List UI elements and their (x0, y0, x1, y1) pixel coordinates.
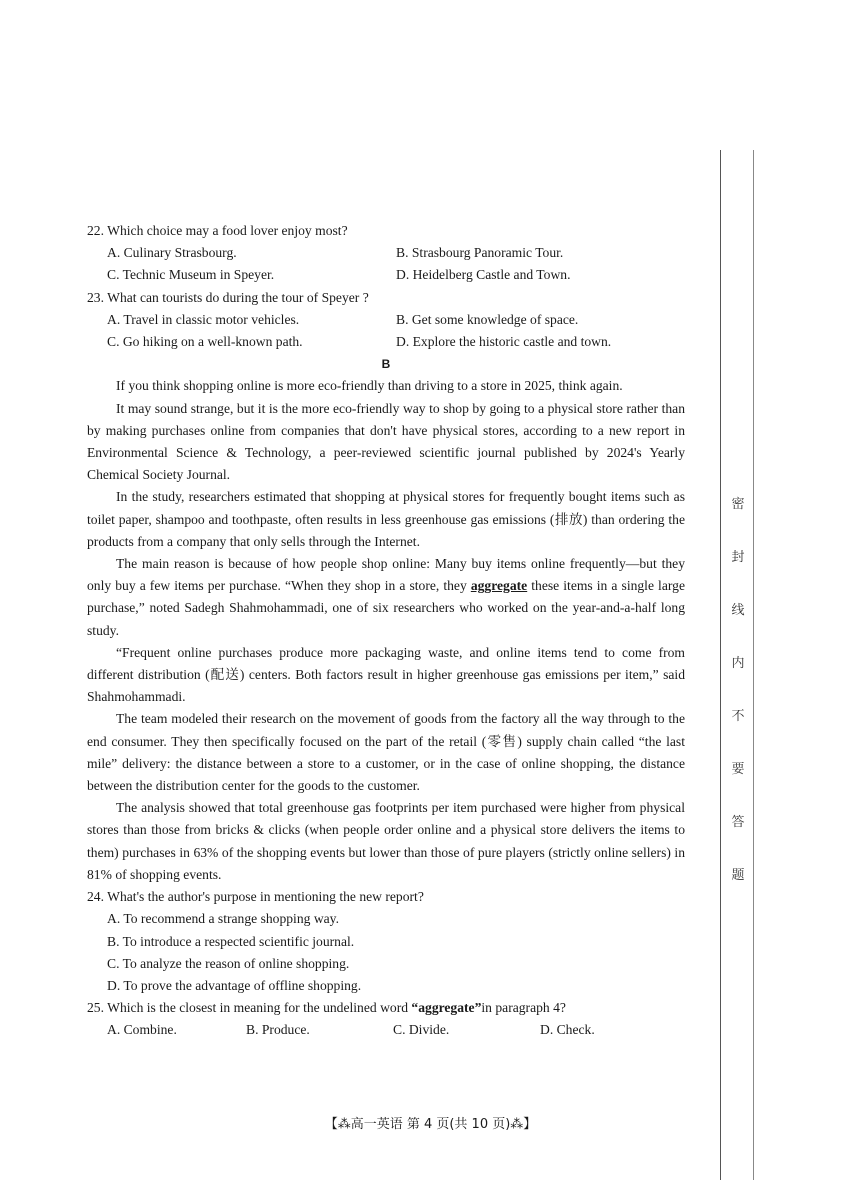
question-stem: 23. What can tourists do during the tour of Speyer ? (87, 289, 369, 305)
question-stem: 24. What's the author's purpose in mentioning the new report? (87, 889, 424, 905)
binding-margin-rule (720, 150, 721, 1180)
options-row (87, 1019, 685, 1041)
paragraph-4-text-before: The main reason is because of how people shop online: Many buy items online frequently—but they only buy a few items per purchase. “When they shop in a store, they (87, 556, 685, 594)
seal-line-notice (727, 493, 749, 917)
paragraph-6: The team modeled their research on the movement of goods from the factory all the way through to the end consumer. They then specifically focused on the part of the retail (零售) supply chain called “the last mile” delivery: the distance between a store to a customer, or in the case of online shopping, the distance between the distribution center for the goods to the customer. (87, 711, 685, 794)
option-b: B. To introduce a respected scientific journal. (107, 933, 355, 949)
question-24 (87, 886, 685, 997)
option-c: C. Go hiking on a well-known path. (107, 334, 303, 350)
option-d: D. To prove the advantage of offline shopping. (107, 977, 362, 993)
stem-text-after: in paragraph 4? (481, 1000, 566, 1016)
seal-char: 内 (731, 656, 745, 671)
option-c: C. To analyze the reason of online shopping. (107, 955, 350, 971)
paragraph-5: “Frequent online purchases produce more packaging waste, and online items tend to come from different distribution (配送) centers. Both factors result in higher greenhouse gas emissions per item,” said Shahmohammadi. (87, 644, 685, 705)
option-b: B. Produce. (246, 1022, 310, 1038)
paragraph-4-text-after: these items in a single large purchase,” noted Sadegh Shahmohammadi, one of six researchers who worked on the year-and-a-half long study. (87, 578, 685, 638)
question-stem: 22. Which choice may a food lover enjoy most? (87, 223, 348, 238)
option-d: D. Heidelberg Castle and Town. (396, 267, 571, 283)
option-d: D. Explore the historic castle and town. (396, 334, 612, 350)
binding-margin-rule-outer (753, 150, 754, 1180)
exam-content (87, 220, 685, 1042)
option-a: A. Travel in classic motor vehicles. (107, 311, 300, 327)
seal-char: 线 (731, 603, 745, 618)
options-row (87, 242, 685, 264)
option-a: A. Combine. (107, 1022, 177, 1038)
options-row (87, 331, 685, 353)
underlined-word: aggregate (470, 578, 528, 594)
option-d: D. Check. (540, 1022, 595, 1038)
options-row (87, 264, 685, 286)
stem-text-before: 25. Which is the closest in meaning for the undelined word (87, 1000, 412, 1016)
option-b: B. Strasbourg Panoramic Tour. (396, 245, 564, 261)
paragraph-7: The analysis showed that total greenhouse gas footprints per item purchased were higher from physical stores than those from bricks & clicks (when people order online and a physical store delivers the items to them) purchases in 63% of the shopping events but lower than those of pure players (strictly online sellers) in 81% of shopping events. (87, 800, 685, 882)
paragraph-3: In the study, researchers estimated that shopping at physical stores for frequently bought items such as toilet paper, shampoo and toothpaste, often results in less greenhouse gas emissions (排放) than ordering the products from a company that only sells through the Internet. (87, 489, 685, 549)
seal-char: 题 (731, 868, 745, 883)
reading-passage (87, 375, 685, 886)
options-row (87, 309, 685, 331)
option-a: A. Culinary Strasbourg. (107, 245, 237, 261)
paragraph-1: If you think shopping online is more eco-friendly than driving to a store in 2025, think again. (116, 378, 623, 394)
option-c: C. Technic Museum in Speyer. (107, 267, 275, 283)
question-22 (87, 220, 685, 287)
seal-char: 要 (731, 762, 745, 777)
option-a: A. To recommend a strange shopping way. (107, 911, 339, 927)
page-footer: 【⁂高一英语 第 4 页(共 10 页)⁂】 (324, 1117, 537, 1132)
paragraph-2: It may sound strange, but it is the more eco-friendly way to shop by going to a physical store rather than by making purchases online from companies that don't have physical stores, according to a new report in Environmental Science & Technology, a peer-reviewed scientific journal published by 2024's Yearly Chemical Society Journal. (87, 400, 685, 483)
stem-bold-word: “aggregate” (411, 1000, 482, 1016)
paragraph-4 (87, 553, 685, 642)
option-c: C. Divide. (393, 1022, 450, 1038)
seal-char: 答 (731, 815, 745, 830)
section-heading-b: B (381, 357, 391, 372)
question-23 (87, 287, 685, 354)
seal-char: 不 (731, 709, 745, 724)
question-25 (87, 997, 685, 1041)
option-b: B. Get some knowledge of space. (396, 311, 579, 327)
seal-char: 密 (731, 497, 745, 512)
seal-char: 封 (731, 550, 745, 565)
question-stem (87, 997, 685, 1019)
